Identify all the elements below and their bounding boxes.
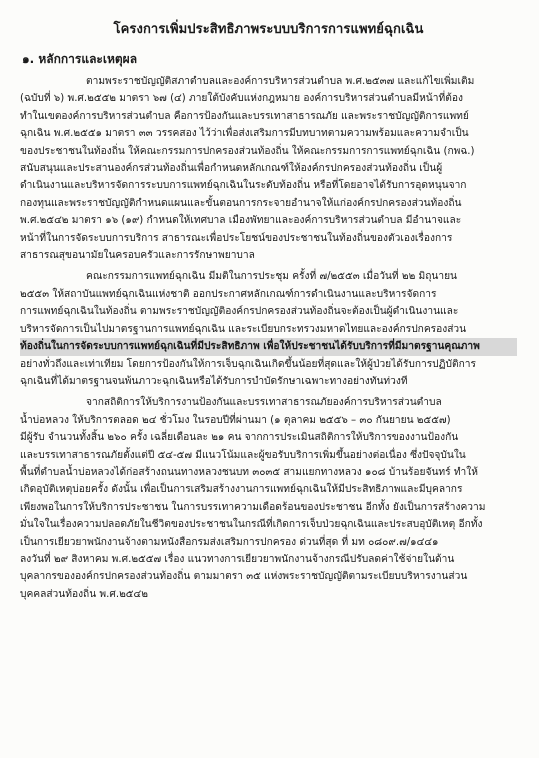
text-line: มีผู้รับ จำนวนทั้งสิ้น ๒๖๐ ครั้ง เฉลี่ยเดือนละ ๒๑ คน จากการประเมินสถิติการให้บริการของงานป้องกัน xyxy=(20,432,459,444)
text-line: บุคคลส่วนท้องถิ่น พ.ศ.๒๕๔๒ xyxy=(20,588,148,600)
text-line: ของประชาชนในท้องถิ่น ให้คณะกรรมการปกครองส่วนท้องถิ่น ให้คณะกรรมการการแพทย์ฉุกเฉิน (กพฉ.) xyxy=(20,145,475,157)
text-line: สาธารณสุขอนามัยในครอบครัวและการรักษาพยาบาล xyxy=(20,250,255,262)
text-line: (ฉบับที่ ๖) พ.ศ.๒๕๕๒ มาตรา ๖๗ (๔) ภายใต้บังคับแห่งกฎหมาย องค์การบริหารส่วนตำบลมีหน้าที่ต้อง xyxy=(20,93,463,105)
text-line: อย่างทั่วถึงและเท่าเทียม โดยการป้องกันให้การเจ็บฉุกเฉินเกิดขึ้นน้อยที่สุดและให้ผู้ป่วยได้รับการปฏิบัติการ xyxy=(20,358,476,370)
highlighted-text-line: ท้องถิ่นในการจัดระบบการแพทย์ฉุกเฉินที่มีประสิทธิภาพ เพื่อให้ประชาชนได้รับบริการที่มีมาตรฐานคุณภาพ xyxy=(20,338,517,355)
text-line: ดำเนินงานและบริหารจัดการระบบการแพทย์ฉุกเฉินในระดับท้องถิ่น หรือที่โดยอาจได้รับการอุดหนุนจาก xyxy=(20,180,467,192)
text-line: เพียงพอในการให้บริการประชาชน ในการบรรเทาความเดือดร้อนของประชาชน อีกทั้ง ยังเป็นการสร้างความ xyxy=(20,501,486,513)
text-line: กองทุนและพระราชบัญญัติกำหนดแผนและขั้นตอนการกระจายอำนาจให้แก่องค์กรปกครองส่วนท้องถิ่น xyxy=(20,197,462,209)
text-line: บุคลากรขององค์กรปกครองส่วนท้องถิ่น ตามมาตรา ๓๕ แห่งพระราชบัญญัติตามระเบียบบริหารงานส่วน xyxy=(20,571,468,583)
text-line: เป็นการเยียวยาพนักงานจ้างตามหนังสือกรมส่งเสริมการปกครอง ด่วนที่สุด ที่ มท ๐๘๐๙.๗/๑๔๔๑ xyxy=(20,536,439,548)
paragraph-3 xyxy=(20,394,517,603)
text-line: ๒๕๕๓ ให้สถาบันแพทย์ฉุกเฉินแห่งชาติ ออกประกาศหลักเกณฑ์การดำเนินงานและบริหารจัดการ xyxy=(20,288,437,300)
text-line: หน้าที่ในการจัดระบบการบริการ สาธารณะเพื่อประโยชน์ของประชาชนในท้องถิ่นของตัวเองเรื่องการ xyxy=(20,232,453,244)
text-line: พื้นที่ตำบลน้ำบ่อหลวงได้ก่อสร้างถนนทางหลวงชนบท ๓๐๓๕ สามแยกทางหลวง ๑๐๘ บ้านร้อยจันทร์ ทำให้ xyxy=(20,466,478,478)
text-line: การแพทย์ฉุกเฉินในท้องถิ่น ตามพระราชบัญญัติองค์กรปกครองส่วนท้องถิ่นจะต้องเป็นผู้ดำเนินงานและ xyxy=(20,306,459,318)
text-line: ลงวันที่ ๒๙ สิงหาคม พ.ศ.๒๕๕๗ เรื่อง แนวทางการเยียวยาพนักงานจ้างกรณีปรับลดค่าใช้จ่ายในด้าน xyxy=(20,553,455,565)
paragraph-2 xyxy=(20,268,517,390)
text-line: ทำในเขตองค์การบริหารส่วนตำบล คือการป้องกันและบรรเทาสาธารณภัย และพระราชบัญญัติการแพทย์ xyxy=(20,110,469,122)
text-line: จากสถิติการให้บริการงานป้องกันและบรรเทาสาธารณภัยองค์การบริหารส่วนตำบล xyxy=(86,397,442,409)
text-line: บริหารจัดการเป็นไปมาตรฐานการแพทย์ฉุกเฉิน และระเบียบกระทรวงมหาดไทยและองค์กรปกครองส่วน xyxy=(20,323,467,335)
text-line: พ.ศ.๒๕๔๒ มาตรา ๑๖ (๑๙) กำหนดให้เทศบาล เมืองพัทยาและองค์การบริหารส่วนตำบล มีอำนาจและ xyxy=(20,215,462,227)
text-line: และบรรเทาสาธารณภัยตั้งแต่ปี ๕๔-๕๗ มีแนวโน้มและผู้ขอรับบริการเพิ่มขึ้นอย่างต่อเนื่อง ซึ่งปัจจุบันใน xyxy=(20,449,466,461)
text-line: มั่นใจในเรื่องความปลอดภัยในชีวิตของประชาชนในกรณีที่เกิดการเจ็บป่วยฉุกเฉินและประสบอุบัติเหตุ อีกทั้ง xyxy=(20,519,483,531)
text-line: ตามพระราชบัญญัติสภาตำบลและองค์การบริหารส่วนตำบล พ.ศ.๒๕๓๗ และแก้ไขเพิ่มเติม xyxy=(86,76,475,87)
document-title: โครงการเพิ่มประสิทธิภาพระบบบริการการแพทย์ฉุกเฉิน xyxy=(113,22,424,37)
text-line: ฉุกเฉิน พ.ศ.๒๕๕๑ มาตรา ๓๓ วรรคสอง ไว้ว่าเพื่อส่งเสริมการมีบทบาทตามความพร้อมและความจำเป็น xyxy=(20,128,469,140)
text-line: สนับสนุนและประสานองค์กรส่วนท้องถิ่นเพื่อกำหนดหลักเกณฑ์ให้องค์กรปกครองส่วนท้องถิ่น เป็นผู้ xyxy=(20,163,443,175)
text-line: ฉุกเฉินที่ได้มาตรฐานจนพ้นภาวะฉุกเฉินหรือได้รับการบำบัดรักษาเฉพาะทางอย่างทันท่วงที xyxy=(20,375,408,387)
text-line: คณะกรรมการแพทย์ฉุกเฉิน มีมติในการประชุม ครั้งที่ ๗/๒๕๕๓ เมื่อวันที่ ๒๒ มิถุนายน xyxy=(86,271,458,283)
paragraph-1 xyxy=(20,73,517,264)
section-heading: ๑. หลักการและเหตุผล xyxy=(22,52,138,66)
text-line: น้ำบ่อหลวง ให้บริการตลอด ๒๔ ชั่วโมง ในรอบปีที่ผ่านมา (๑ ตุลาคม ๒๕๕๖ – ๓๐ กันยายน ๒๕๕๗) xyxy=(20,414,451,426)
text-line: เกิดอุบัติเหตุบ่อยครั้ง ดังนั้น เพื่อเป็นการเสริมสร้างงานการแพทย์ฉุกเฉินให้มีประสิทธิภาพและมีบุคลากร xyxy=(20,484,463,496)
